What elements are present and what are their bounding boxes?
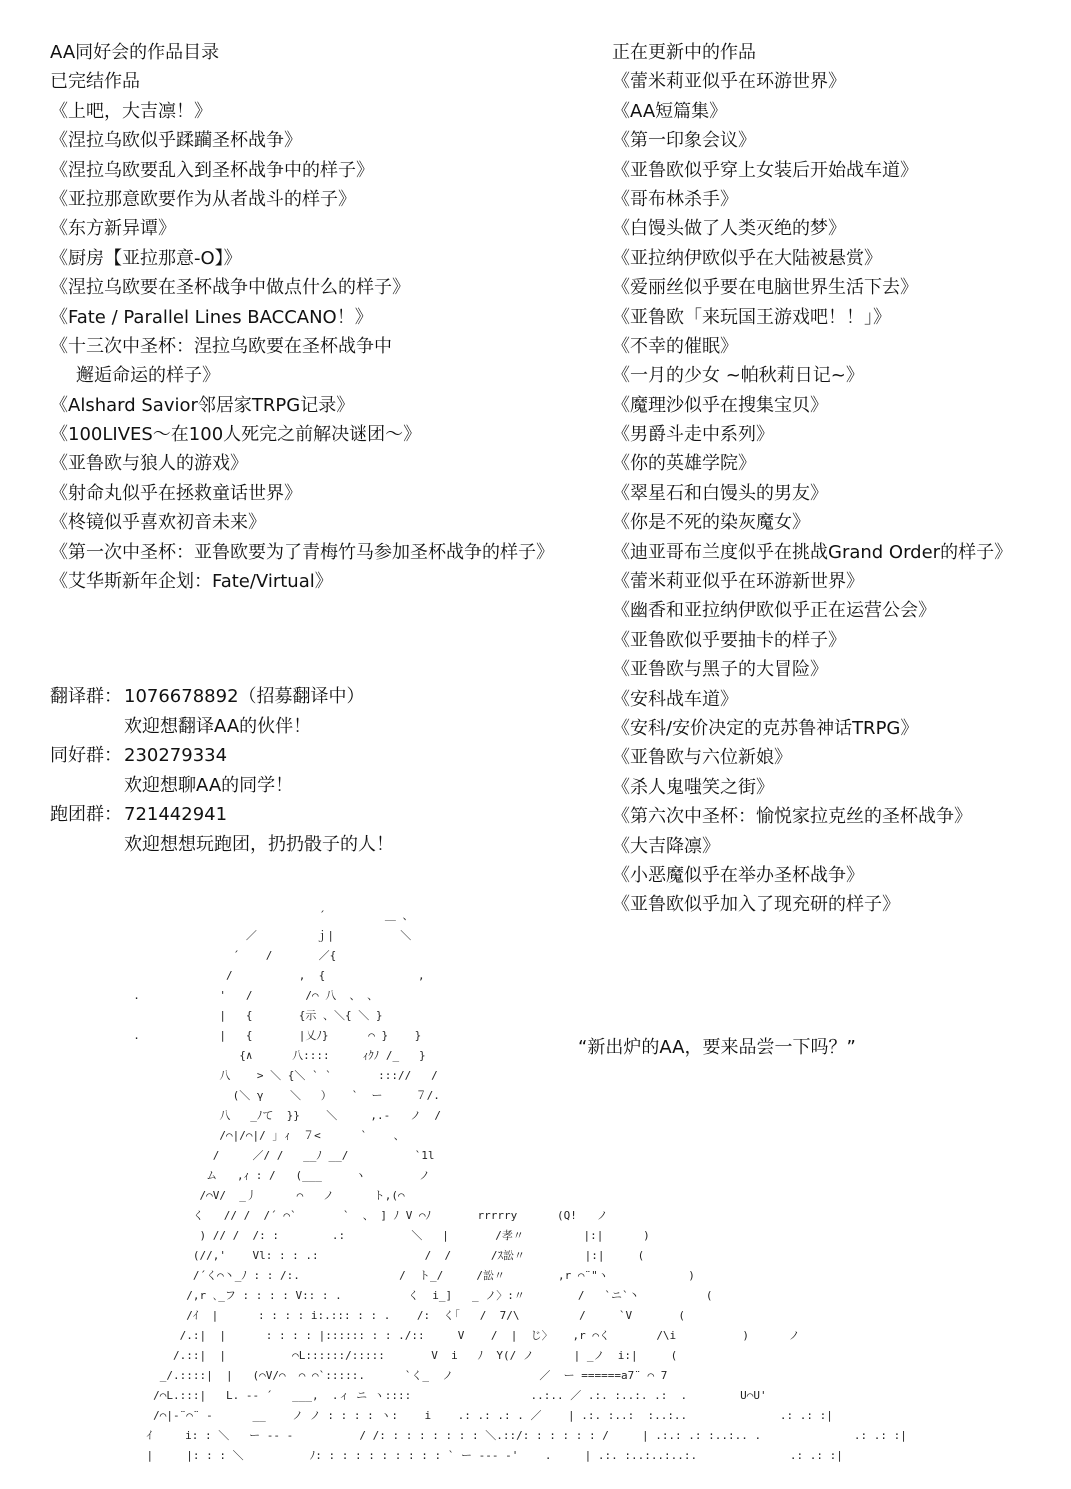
list-item: 《第一次中圣杯：亚鲁欧要为了青梅竹马参加圣杯战争的样子》 <box>50 541 554 563</box>
speech-quote: “新出炉的AA，要来品尝一下吗？” <box>578 1037 856 1058</box>
list-item: 《安科战车道》 <box>612 688 738 710</box>
list-item: 《十三次中圣杯：涅拉乌欧要在圣杯战争中 <box>50 335 392 357</box>
list-item: 《哥布林杀手》 <box>612 188 738 210</box>
list-item: 《蕾米莉亚似乎在环游新世界》 <box>612 571 864 593</box>
list-item: 《亚拉纳伊欧似乎在大陆被悬赏》 <box>612 247 882 269</box>
trpg-group-note: 欢迎想想玩跑团，扔扔骰子的人！ <box>124 833 394 855</box>
translate-group-number: 1076678892（招募翻译中） <box>124 686 365 707</box>
list-item: 《大吉降凛》 <box>612 835 720 857</box>
list-item: 《100LIVES～在100人死完之前解决谜团～》 <box>50 424 422 446</box>
list-item: 《第六次中圣杯：愉悦家拉克丝的圣杯战争》 <box>612 806 972 828</box>
list-item: 《不幸的催眠》 <box>612 335 738 357</box>
list-item: 《杀人鬼嗤笑之街》 <box>612 776 774 798</box>
list-item: 《射命丸似乎在拯救童话世界》 <box>50 482 302 504</box>
list-item: 《涅拉乌欧似乎蹂躏圣杯战争》 <box>50 130 302 152</box>
list-item: 《厨房【亚拉那意-O】》 <box>50 247 242 269</box>
list-item: 《一月的少女 ~帕秋莉日记~》 <box>612 365 864 387</box>
list-item: 《蕾米莉亚似乎在环游世界》 <box>612 71 846 93</box>
list-item: 《幽香和亚拉纳伊欧似乎正在运营公会》 <box>612 600 936 622</box>
fan-group-number: 230279334 <box>124 745 228 766</box>
list-item: 《Alshard Savior邻居家TRPG记录》 <box>50 394 355 416</box>
list-item: 《安科/安价决定的克苏鲁神话TRPG》 <box>612 717 919 739</box>
ongoing-works-column <box>612 38 1062 920</box>
completed-heading: 已完结作品 <box>50 71 140 93</box>
list-item: 《Fate / Parallel Lines BACCANO！》 <box>50 306 373 328</box>
translate-group-label: 翻译群： <box>50 686 122 707</box>
group-contacts <box>50 682 394 859</box>
catalog-title: AA同好会的作品目录 <box>50 42 220 63</box>
trpg-group-number: 721442941 <box>124 804 228 825</box>
list-item: 《你的英雄学院》 <box>612 453 756 475</box>
fan-group-label: 同好群： <box>50 745 122 766</box>
list-item: 《亚鲁欧似乎要抽卡的样子》 <box>612 629 846 651</box>
list-item: 《亚鲁欧似乎穿上女装后开始战车道》 <box>612 159 918 181</box>
list-item: 《东方新异谭》 <box>50 218 176 240</box>
list-item: 《小恶魔似乎在举办圣杯战争》 <box>612 864 864 886</box>
list-item: 《亚鲁欧与狼人的游戏》 <box>50 453 248 475</box>
trpg-group-row <box>50 800 394 830</box>
list-item: 《魔理沙似乎在搜集宝贝》 <box>612 394 828 416</box>
fan-group-note: 欢迎想聊AA的同学！ <box>124 774 294 796</box>
list-item-continuation: 邂逅命运的样子》 <box>76 365 220 387</box>
trpg-group-label: 跑团群： <box>50 804 122 825</box>
list-item: 《亚鲁欧与六位新娘》 <box>612 747 792 769</box>
list-item: 《白馒头做了人类灭绝的梦》 <box>612 218 846 240</box>
list-item: 《亚鲁欧「来玩国王游戏吧！！」》 <box>612 306 891 328</box>
list-item: 《涅拉乌欧要乱入到圣杯战争中的样子》 <box>50 159 374 181</box>
list-item: 《迪亚哥布兰度似乎在挑战Grand Order的样子》 <box>612 541 1013 563</box>
list-item: 《亚拉那意欧要作为从者战斗的样子》 <box>50 188 356 210</box>
list-item: 《爱丽丝似乎要在电脑世界生活下去》 <box>612 277 918 299</box>
list-item: 《涅拉乌欧要在圣杯战争中做点什么的样子》 <box>50 277 410 299</box>
list-item: 《男爵斗走中系列》 <box>612 424 774 446</box>
list-item: 《上吧，大吉凛！》 <box>50 100 212 122</box>
ongoing-heading: 正在更新中的作品 <box>612 42 756 63</box>
list-item: 《亚鲁欧与黑子的大冒险》 <box>612 659 828 681</box>
ascii-art-illustration: ´ ＿ 、 ／ ｊ| ＼ ´ / ／{ / , { , . ' / /⌒ 八 、 、 | { {示 、＼{ ＼ } . | { |乂ﾉ} ⌒ } } {∧ 八:::: ｨｸﾉ /_ } 八 > ＼ {＼ ` ` :::// / (＼ γ ＼ ） ` ー ７/. 八 _ﾉて }} ＼ ,.- ノ / /⌒|/⌒|/ ｣ ｨ ７< ` 、 / ／/ / __ﾉ __/ `1l ム ,ｨ : / (___ ヽ ノ /⌒V/ _丿 ⌒ ノ ト,(⌒ く // / /´ ⌒` ` 、 ] ﾉ V ⌒ﾉ rrrrry (Q! ノ ) // / /: : .: ＼ | /孝〃 |:| ) (//,' Vl: : : .: / / /ｽ訟〃 |:| ( /´く⌒丶_ﾉ : : /:. / ト_/ /訟〃 ,r ⌒¨"ヽ ) /,r ､_フ : : : : V:: : . く i_] _ ノ〉:〃 / `ニ`丶 ( /ｲ | : : : : i:.::: : : . /: く｢ / 7/\ / `V ( /.:| | : : : : |:::::: : : ./:: V / | じ〉 ,r ⌒く /\i ) ノ /.::| | ⌒L::::::/::::: V i ﾉ Y(/ ノ | _ノ i:| ( _/.::::| | (⌒V/⌒ ⌒ ⌒`:::::. `く_ ノ ／ ー ======a7¨ ⌒ 7 /⌒L.:::| L. -‐ ´ ___, .ィ ニ ヽ:::: ..:.. ／ .:. :..:. .: . U⌒U' /⌒|-¨⌒¨ ‐ __ ノ ノ : : : : ヽ: i .: .: .: . ／ | .:. :..: :..:.. .: .: :| ｲ i: : ＼ ー ‐‐ ‐ / /: : : : : : : : ＼.::/: : : : : : / | .:.: .: :..:.. . .: .: :| | |: : : ＼ ﾉ: : : : : : : : : : ` ー ‐‐‐ ‐' . | .:. :..:..:..:. .: .: :| <box>133 909 907 1462</box>
list-item: 《艾华斯新年企划：Fate/Virtual》 <box>50 571 333 593</box>
fan-group-row <box>50 741 394 771</box>
translate-group-row <box>50 682 394 712</box>
list-item: 《亚鲁欧似乎加入了现充研的样子》 <box>612 894 900 916</box>
list-item: 《翠星石和白馒头的男友》 <box>612 482 828 504</box>
translate-group-note: 欢迎想翻译AA的伙伴！ <box>124 715 312 737</box>
completed-works-column <box>50 38 580 596</box>
list-item: 《AA短篇集》 <box>612 100 728 122</box>
list-item: 《第一印象会议》 <box>612 130 756 152</box>
list-item: 《柊镜似乎喜欢初音未来》 <box>50 512 266 534</box>
list-item: 《你是不死的染灰魔女》 <box>612 512 810 534</box>
